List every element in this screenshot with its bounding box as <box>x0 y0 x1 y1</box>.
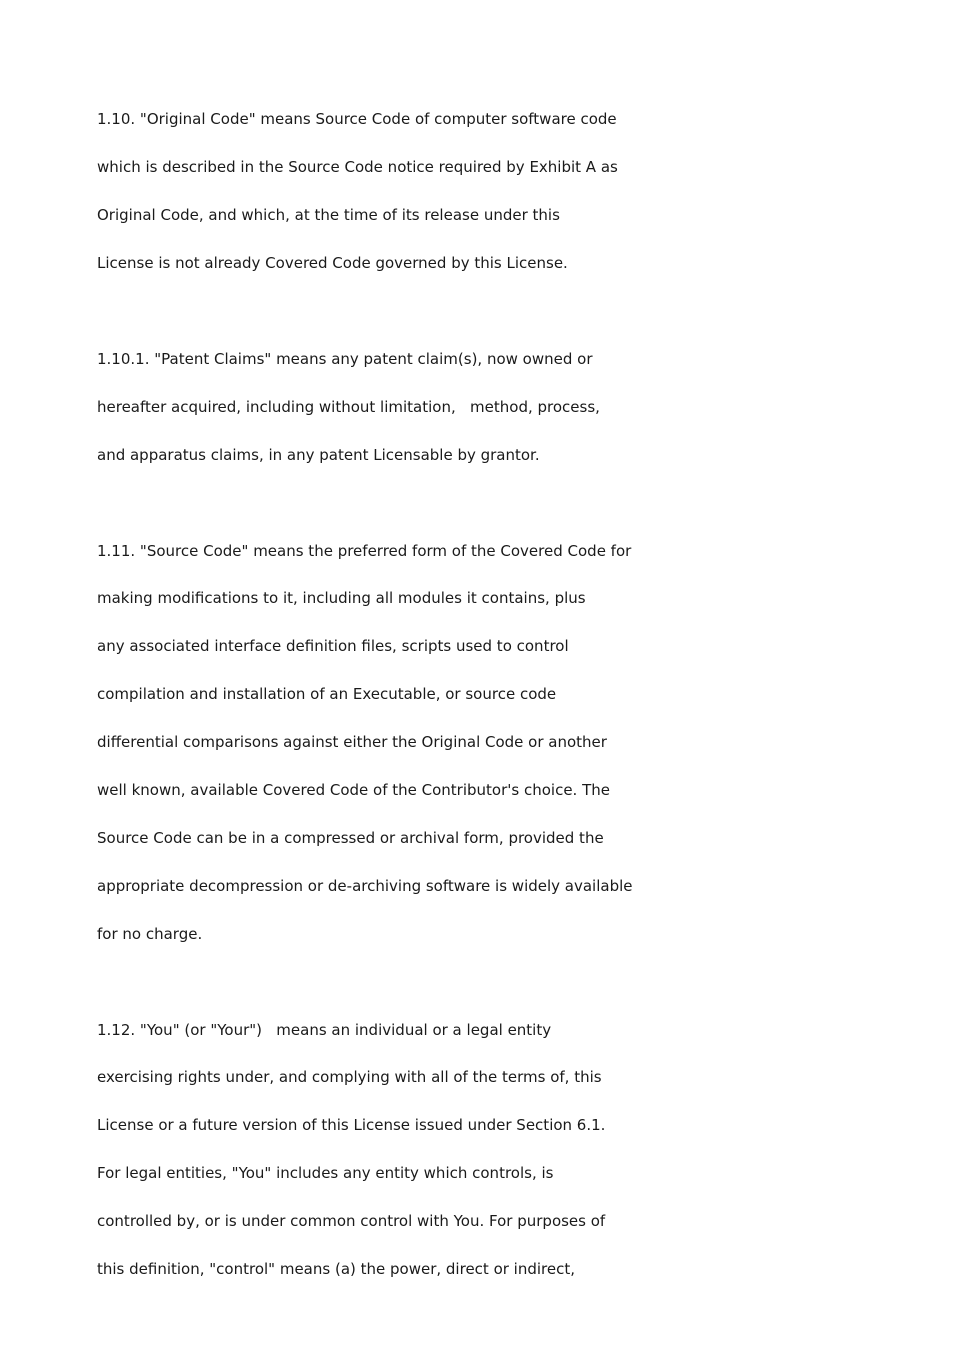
text-line: 1.10.1. "Patent Claims" means any patent claim(s), now owned or <box>97 350 593 368</box>
text-line: License is not already Covered Code governed by this License. <box>97 254 568 272</box>
text-line: License or a future version of this License issued under Section 6.1. <box>97 1116 606 1134</box>
text-line: any associated interface definition files, scripts used to control <box>97 637 569 655</box>
text-line: which is described in the Source Code notice required by Exhibit A as <box>97 158 618 176</box>
text-line: For legal entities, "You" includes any entity which controls, is <box>97 1164 554 1182</box>
text-line: Source Code can be in a compressed or archival form, provided the <box>97 829 604 847</box>
text-line: controlled by, or is under common control with You. For purposes of <box>97 1212 606 1230</box>
text-line: differential comparisons against either the Original Code or another <box>97 733 607 751</box>
text-line: and apparatus claims, in any patent Licensable by grantor. <box>97 446 540 464</box>
text-line: Original Code, and which, at the time of its release under this <box>97 206 560 224</box>
text-line: well known, available Covered Code of the Contributor's choice. The <box>97 781 610 799</box>
text-line: 1.11. "Source Code" means the preferred form of the Covered Code for <box>97 542 632 560</box>
text-line: for no charge. <box>97 925 203 943</box>
text-line: 1.12. "You" (or "Your") means an individual or a legal entity <box>97 1021 552 1039</box>
text-line: making modifications to it, including all modules it contains, plus <box>97 589 586 607</box>
text-line: this definition, "control" means (a) the power, direct or indirect, <box>97 1260 576 1278</box>
text-line: hereafter acquired, including without limitation, method, process, <box>97 398 600 416</box>
text-line: compilation and installation of an Executable, or source code <box>97 685 557 703</box>
text-line: appropriate decompression or de-archiving software is widely available <box>97 877 633 895</box>
text-line: exercising rights under, and complying with all of the terms of, this <box>97 1068 602 1086</box>
text-line: 1.10. "Original Code" means Source Code of computer software code <box>97 110 617 128</box>
